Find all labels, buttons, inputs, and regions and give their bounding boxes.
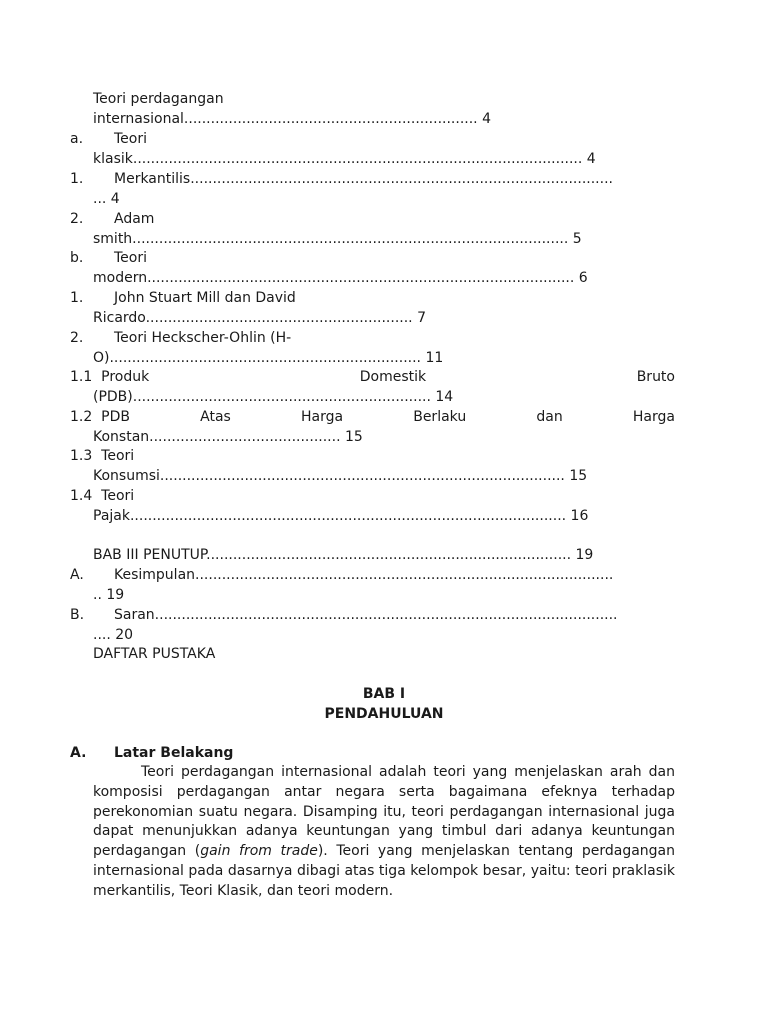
toc-entry-teori-konsumsi: 1.3 Teori — [70, 448, 135, 464]
toc-entry-heckscher-ohlin: Teori Heckscher-Ohlin (H- — [114, 330, 292, 346]
paragraph-text-1: Teori perdagangan internasional adalah teori yang menjelaskan arah dan komposisi perdagangan antar negara serta bagaimana efeknya terhadap perekonomian suatu negara. Disamping itu, teori perdagangan internasional juga dapat menunjukkan adanya keuntungan yang timbul dari adanya keuntungan perdagangan ( — [93, 764, 675, 860]
toc-word: Berlaku — [413, 409, 467, 425]
toc-entry-teori-pajak-cont: Pajak.................................................................................................. 16 — [93, 508, 589, 524]
toc-entry-teori-perdagangan: Teori perdagangan — [93, 91, 224, 107]
toc-label-2: 2. — [70, 211, 84, 227]
toc-word: dan — [536, 409, 563, 425]
toc-entry-teori-modern-cont: modern................................................................................................ 6 — [93, 270, 588, 286]
toc-word: Domestik — [359, 369, 427, 385]
toc-entry-adam-smith-cont: smith.................................................................................................. 5 — [93, 231, 582, 247]
toc-entry-saran: Saran........................................................................................................ — [114, 607, 618, 623]
toc-entry-teori-klasik-cont: klasik..................................................................................................... 4 — [93, 151, 596, 167]
toc-entry-saran-cont: .... 20 — [93, 627, 134, 643]
toc-word: Atas — [200, 409, 231, 425]
toc-entry-bab-iii: BAB III PENUTUP.................................................................................. 19 — [93, 547, 594, 563]
toc-entry-john-stuart-mill: John Stuart Mill dan David — [114, 290, 296, 306]
chapter-number: BAB I — [362, 686, 406, 702]
toc-label-B: B. — [70, 607, 85, 623]
toc-word: Harga — [300, 409, 344, 425]
toc-entry-pdb-cont: (PDB)................................................................... 14 — [93, 389, 454, 405]
toc-word: 1.2 PDB — [70, 409, 130, 425]
toc-entry-john-stuart-mill-cont: Ricardo............................................................ 7 — [93, 310, 426, 326]
toc-label-b2: 2. — [70, 330, 84, 346]
toc-entry-pdb-harga — [70, 407, 675, 427]
toc-word: Bruto — [636, 369, 675, 385]
toc-label-1: 1. — [70, 171, 84, 187]
section-title: Latar Belakang — [114, 745, 234, 761]
toc-word: 1.1 Produk — [70, 369, 150, 385]
toc-entry-daftar-pustaka: DAFTAR PUSTAKA — [93, 646, 216, 662]
toc-entry-teori-klasik: Teori — [114, 131, 147, 147]
toc-word: Harga — [632, 409, 675, 425]
toc-label-A: A. — [70, 567, 84, 583]
paragraph-text-2: ). Teori yang menjelaskan tentang perdagangan internasional pada dasarnya dibagi atas tiga kelompok besar, yaitu: teori praklasik merkantilis, Teori Klasik, dan teori modern. — [93, 843, 675, 899]
paragraph-italic: gain from trade — [200, 843, 318, 860]
toc-entry-pdb-harga-cont: Konstan........................................... 15 — [93, 429, 363, 445]
body-paragraph — [93, 763, 675, 902]
toc-entry-teori-perdagangan-cont: internasional.................................................................. 4 — [93, 111, 491, 127]
toc-label-a: a. — [70, 131, 84, 147]
section-label: A. — [70, 745, 87, 761]
toc-entry-heckscher-ohlin-cont: O)...................................................................... 11 — [93, 350, 444, 366]
toc-entry-merkantilis-cont: ... 4 — [93, 191, 120, 207]
chapter-title: PENDAHULUAN — [324, 706, 444, 722]
toc-entry-kesimpulan: Kesimpulan.............................................................................................. — [114, 567, 614, 583]
toc-entry-teori-konsumsi-cont: Konsumsi........................................................................................... 15 — [93, 468, 588, 484]
toc-label-b: b. — [70, 250, 84, 266]
toc-entry-pdb — [70, 367, 675, 387]
toc-entry-merkantilis: Merkantilis............................................................................................... — [114, 171, 613, 187]
toc-label-b1: 1. — [70, 290, 84, 306]
toc-entry-adam-smith: Adam — [114, 211, 155, 227]
toc-entry-teori-pajak: 1.4 Teori — [70, 488, 135, 504]
toc-entry-kesimpulan-cont: .. 19 — [93, 587, 125, 603]
toc-entry-teori-modern: Teori — [114, 250, 147, 266]
